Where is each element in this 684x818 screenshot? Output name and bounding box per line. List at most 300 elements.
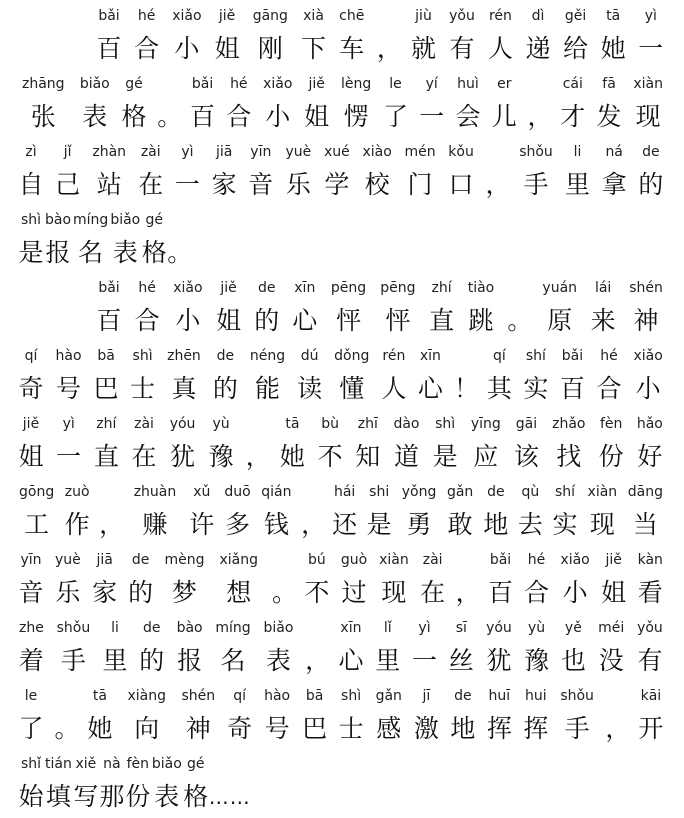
pinyin-syllable: shǒu (56, 620, 91, 636)
hanzi-character: 真 (171, 374, 197, 403)
character-cell (18, 414, 44, 474)
pinyin-syllable: jiě (220, 280, 237, 296)
character-cell (121, 74, 147, 134)
character-cell (252, 6, 289, 66)
text-line (18, 278, 664, 338)
pinyin-syllable: zuò (64, 484, 90, 500)
hanzi-character: 姐 (601, 578, 627, 607)
pinyin-syllable: cái (562, 76, 583, 92)
pinyin-syllable: duō (224, 484, 251, 500)
hanzi-character: 表 (265, 646, 291, 675)
pinyin-syllable: bù (321, 416, 339, 432)
character-cell (96, 278, 122, 338)
pinyin-syllable: zhe (19, 620, 44, 636)
hanzi-character: 工 (24, 510, 50, 539)
character-cell (176, 618, 204, 678)
hanzi-character: 份 (598, 442, 624, 471)
pinyin-syllable: fā (602, 76, 616, 92)
character-cell (18, 482, 55, 542)
hanzi-character: 表 (112, 238, 138, 267)
pinyin-syllable: méi (598, 620, 625, 636)
pinyin-syllable: dú (300, 348, 319, 364)
hanzi-character: 张 (30, 102, 56, 131)
text-line (18, 482, 664, 542)
pinyin-syllable: yù (528, 620, 546, 636)
punctuation-mark: 。 (157, 102, 183, 131)
character-cell (541, 278, 578, 338)
character-cell (21, 74, 66, 134)
pinyin-syllable: shén (629, 280, 663, 296)
pinyin-syllable: shì (435, 416, 456, 432)
hanzi-character: 人 (487, 34, 513, 63)
hanzi-character: 姐 (216, 306, 242, 335)
character-cell (262, 74, 293, 134)
hanzi-character: 奇 (18, 374, 44, 403)
character-cell (262, 618, 294, 678)
pinyin-syllable: pēng (380, 280, 416, 296)
pinyin-syllable: fèn (126, 756, 150, 772)
pinyin-syllable: zài (140, 144, 161, 160)
hanzi-character: 是 (366, 510, 392, 539)
hanzi-character: 心 (417, 374, 443, 403)
hanzi-character: 发 (596, 102, 622, 131)
pinyin-syllable: bào (176, 620, 203, 636)
hanzi-character: 该 (513, 442, 539, 471)
hanzi-character: 乐 (285, 170, 311, 199)
character-cell (134, 278, 160, 338)
pinyin-syllable: gé (125, 76, 143, 92)
character-cell (378, 550, 410, 610)
hanzi-character: 多 (225, 510, 251, 539)
character-cell (151, 754, 183, 814)
character-cell (208, 414, 234, 474)
hanzi-character: 一 (174, 170, 200, 199)
hanzi-character: 犹 (170, 442, 196, 471)
pinyin-syllable: xīn (294, 280, 316, 296)
character-cell (54, 550, 82, 610)
pinyin-syllable: tā (285, 416, 300, 432)
character-cell (587, 482, 619, 542)
pinyin-syllable: de (454, 688, 472, 704)
pinyin-syllable: mén (404, 144, 436, 160)
character-cell (79, 74, 111, 134)
pinyin-syllable: xīn (340, 620, 362, 636)
hanzi-character: 份 (125, 782, 151, 811)
pinyin-syllable: qí (24, 348, 38, 364)
pinyin-syllable: le (24, 688, 38, 704)
character-cell (560, 618, 586, 678)
pinyin-syllable: biǎo (110, 212, 141, 228)
hanzi-character: 会 (455, 102, 481, 131)
pinyin-syllable: yóu (486, 620, 512, 636)
character-cell (486, 686, 512, 746)
pinyin-syllable: huì (457, 76, 479, 92)
hanzi-character: 赚 (142, 510, 168, 539)
pinyin-syllable: xiǎo (560, 552, 590, 568)
character-cell (211, 142, 237, 202)
punctuation-mark: ， (99, 510, 125, 539)
character-cell (455, 74, 481, 134)
pinyin-syllable: gǎn (446, 484, 474, 500)
pinyin-syllable: tián (45, 756, 72, 772)
pinyin-syllable: ná (605, 144, 623, 160)
hanzi-character: 合 (134, 306, 160, 335)
hanzi-character: 音 (248, 170, 274, 199)
hanzi-character: 门 (407, 170, 433, 199)
pinyin-syllable: jiā (96, 552, 113, 568)
pinyin-syllable: jiě (22, 416, 40, 432)
hanzi-character: 开 (638, 714, 664, 743)
character-cell (412, 618, 438, 678)
character-cell (128, 550, 154, 610)
pinyin-syllable: jiù (415, 8, 432, 24)
character-cell (448, 618, 474, 678)
character-cell (375, 686, 403, 746)
pinyin-syllable: guò (340, 552, 368, 568)
pinyin-syllable: shì (20, 212, 42, 228)
hanzi-character: 就 (410, 34, 436, 63)
hanzi-character: 士 (130, 374, 156, 403)
hanzi-character: 才 (560, 102, 586, 131)
character-cell (559, 346, 585, 406)
pinyin-syllable: bǎi (489, 552, 512, 568)
pinyin-syllable: chē (339, 8, 365, 24)
punctuation-mark: 。 (54, 714, 80, 743)
hanzi-character: 还 (332, 510, 358, 539)
hanzi-character: 自 (18, 170, 44, 199)
character-cell (263, 686, 291, 746)
hanzi-character: 作 (64, 510, 90, 539)
character-cell (563, 6, 589, 66)
character-cell (99, 754, 125, 814)
pinyin-syllable: xiǎng (219, 552, 258, 568)
pinyin-syllable: shǒu (560, 688, 594, 704)
character-cell (216, 278, 242, 338)
character-cell (340, 550, 368, 610)
character-cell (419, 74, 445, 134)
character-cell (87, 686, 113, 746)
character-cell (96, 6, 122, 66)
text-line (18, 74, 664, 134)
character-cell (361, 142, 392, 202)
character-cell (450, 686, 476, 746)
text-line (18, 6, 664, 66)
character-cell (483, 482, 509, 542)
hanzi-character: 道 (393, 442, 419, 471)
character-cell (183, 754, 209, 814)
character-cell (446, 482, 474, 542)
character-cell (596, 74, 622, 134)
hanzi-character: 家 (211, 170, 237, 199)
character-cell (214, 618, 251, 678)
hanzi-character: 想 (226, 578, 252, 607)
character-cell (551, 414, 586, 474)
character-cell (517, 482, 543, 542)
hanzi-character: 手 (523, 170, 549, 199)
character-cell (523, 550, 549, 610)
text-line (18, 210, 664, 270)
hanzi-character: 梦 (172, 578, 198, 607)
character-cell (109, 210, 141, 270)
character-cell (333, 346, 370, 406)
hanzi-character: 心 (338, 646, 364, 675)
character-cell (559, 550, 590, 610)
hanzi-character: 里 (375, 646, 401, 675)
punctuation-mark: ， (527, 102, 553, 131)
hanzi-character: 手 (564, 714, 590, 743)
hanzi-character: 神 (633, 306, 659, 335)
hanzi-character: 小 (265, 102, 291, 131)
hanzi-character: 她 (279, 442, 305, 471)
pinyin-syllable: yì (181, 144, 194, 160)
pinyin-syllable: de (257, 280, 276, 296)
hanzi-character: 现 (381, 578, 407, 607)
hanzi-character: 人 (381, 374, 407, 403)
pinyin-syllable: gōng (19, 484, 55, 500)
character-cell (432, 414, 458, 474)
hanzi-character: 知 (355, 442, 381, 471)
hanzi-character: 挥 (486, 714, 512, 743)
hanzi-character: 名 (220, 646, 246, 675)
pinyin-syllable: mèng (164, 552, 205, 568)
character-cell (417, 346, 443, 406)
hanzi-character: 合 (134, 34, 160, 63)
hanzi-character: 车 (339, 34, 365, 63)
character-cell (525, 6, 551, 66)
hanzi-character: 小 (174, 34, 200, 63)
hanzi-character: 去 (517, 510, 543, 539)
pinyin-syllable: xǔ (193, 484, 211, 500)
hanzi-character: 找 (556, 442, 582, 471)
character-cell (552, 482, 578, 542)
punctuation-mark: ， (245, 442, 271, 471)
pinyin-syllable: gǎn (375, 688, 402, 704)
pinyin-syllable: dì (531, 8, 545, 24)
hanzi-character: 的 (128, 578, 154, 607)
character-cell (93, 346, 119, 406)
character-cell (590, 278, 616, 338)
pinyin-syllable: yì (62, 416, 75, 432)
pinyin-syllable: yě (564, 620, 582, 636)
character-cell (141, 210, 167, 270)
pinyin-syllable: jiě (605, 552, 622, 568)
character-cell (403, 142, 436, 202)
character-cell (485, 618, 513, 678)
pinyin-syllable: zhuàn (133, 484, 177, 500)
pinyin-syllable: zài (422, 552, 443, 568)
pinyin-syllable: yí (425, 76, 438, 92)
hanzi-character: 百 (190, 102, 216, 131)
hanzi-character: 直 (429, 306, 455, 335)
pinyin-syllable: jī (422, 688, 431, 704)
text-line (18, 686, 664, 746)
character-cell (597, 618, 625, 678)
pinyin-syllable: hào (55, 348, 82, 364)
pinyin-syllable: shǒu (519, 144, 553, 160)
pinyin-syllable: zì (25, 144, 37, 160)
pinyin-syllable: er (497, 76, 512, 92)
punctuation-mark: ， (455, 578, 481, 607)
character-cell (227, 686, 253, 746)
hanzi-character: 有 (637, 646, 663, 675)
hanzi-character: 过 (341, 578, 367, 607)
character-cell (487, 6, 513, 66)
hanzi-character: 她 (600, 34, 626, 63)
pinyin-syllable: de (143, 620, 161, 636)
hanzi-character: 现 (589, 510, 615, 539)
hanzi-character: 了 (382, 102, 408, 131)
hanzi-character: 刚 (257, 34, 283, 63)
pinyin-syllable: bā (97, 348, 115, 364)
hanzi-character: 感 (376, 714, 402, 743)
character-cell (429, 278, 455, 338)
pinyin-syllable: yǒu (449, 8, 475, 24)
character-cell (214, 6, 240, 66)
hanzi-character: 拿 (601, 170, 627, 199)
character-cell (323, 142, 351, 202)
punctuation-mark: 。 (271, 578, 297, 607)
hanzi-character: 敢 (447, 510, 473, 539)
hanzi-character: 能 (254, 374, 280, 403)
character-cell (411, 6, 437, 66)
character-cell (212, 346, 238, 406)
text-line (18, 414, 664, 474)
hanzi-character: 的 (139, 646, 165, 675)
hanzi-character: 愣 (343, 102, 369, 131)
hanzi-character: 己 (55, 170, 81, 199)
pinyin-syllable: de (131, 552, 150, 568)
character-cell (292, 278, 318, 338)
punctuation-mark: 。 (167, 238, 193, 267)
pinyin-syllable: rén (382, 348, 406, 364)
pinyin-syllable: xiǎo (633, 348, 663, 364)
pinyin-syllable: jiě (308, 76, 325, 92)
pinyin-syllable: zhǎo (552, 416, 586, 432)
character-cell (174, 142, 200, 202)
character-cell (254, 278, 280, 338)
character-cell (226, 74, 252, 134)
pinyin-syllable: de (642, 144, 660, 160)
hanzi-character: 小 (562, 578, 588, 607)
character-cell (304, 550, 330, 610)
character-cell (467, 278, 496, 338)
character-cell (638, 6, 664, 66)
hanzi-character: 一 (419, 102, 445, 131)
character-cell (44, 754, 73, 814)
pinyin-syllable: jiě (218, 8, 236, 24)
character-cell (18, 618, 45, 678)
pinyin-syllable: shǐ (20, 756, 42, 772)
hanzi-character: 在 (131, 442, 157, 471)
pinyin-syllable: hé (527, 552, 546, 568)
character-cell (448, 6, 476, 66)
character-cell (102, 618, 128, 678)
pinyin-syllable: zài (134, 416, 154, 432)
character-cell (248, 142, 274, 202)
character-cell (598, 414, 624, 474)
character-cell (486, 346, 512, 406)
hanzi-character: 是 (432, 442, 458, 471)
pinyin-syllable: zhēn (167, 348, 201, 364)
hanzi-character: 神 (185, 714, 211, 743)
pinyin-syllable: qù (521, 484, 540, 500)
hanzi-character: 手 (60, 646, 86, 675)
hanzi-character: 一 (56, 442, 82, 471)
hanzi-character: 百 (96, 306, 122, 335)
pinyin-syllable: dāng (627, 484, 663, 500)
character-cell (601, 142, 627, 202)
pinyin-syllable: zhí (431, 280, 452, 296)
hanzi-character: 地 (483, 510, 509, 539)
pinyin-syllable: dào (393, 416, 420, 432)
punctuation-mark: ， (376, 34, 402, 63)
hanzi-character: 丝 (448, 646, 474, 675)
pinyin-syllable: sī (455, 620, 467, 636)
hanzi-character: 许 (189, 510, 215, 539)
hanzi-character: 百 (559, 374, 585, 403)
character-cell (632, 74, 664, 134)
character-cell (279, 414, 305, 474)
hanzi-character: 当 (632, 510, 658, 539)
character-cell (366, 482, 392, 542)
character-cell (636, 414, 664, 474)
character-cell (636, 618, 664, 678)
character-cell (638, 142, 664, 202)
hanzi-character: 好 (637, 442, 663, 471)
pinyin-syllable: xiào (362, 144, 392, 160)
character-cell (491, 74, 517, 134)
text-line (18, 346, 664, 406)
character-cell (18, 142, 44, 202)
hanzi-character: 表 (154, 782, 180, 811)
character-cell (355, 414, 381, 474)
pinyin-syllable: fèn (599, 416, 623, 432)
pinyin-syllable: bào (45, 212, 72, 228)
pinyin-syllable: le (389, 76, 402, 92)
hanzi-character: 姐 (304, 102, 330, 131)
hanzi-character: 实 (552, 510, 578, 539)
pinyin-syllable: li (111, 620, 119, 636)
pinyin-syllable: yīn (250, 144, 272, 160)
character-cell (488, 550, 514, 610)
hanzi-character: 名 (78, 238, 104, 267)
pinyin-syllable: bǎi (561, 348, 584, 364)
pinyin-syllable: pēng (330, 280, 367, 296)
character-cell (131, 414, 157, 474)
pinyin-syllable: gé (187, 756, 205, 772)
hanzi-character: 乐 (55, 578, 81, 607)
character-cell (72, 210, 109, 270)
pinyin-syllable: míng (73, 212, 109, 228)
hanzi-character: 怦 (336, 306, 362, 335)
pinyin-syllable: qián (261, 484, 292, 500)
pinyin-syllable: bǎi (98, 280, 120, 296)
pinyin-syllable: tiào (467, 280, 495, 296)
hanzi-character: 在 (420, 578, 446, 607)
pinyin-syllable: yuè (54, 552, 81, 568)
hanzi-character: 填 (45, 782, 71, 811)
hanzi-character: 里 (564, 170, 590, 199)
hanzi-character: 里 (102, 646, 128, 675)
hanzi-character: 递 (525, 34, 551, 63)
character-cell (64, 482, 91, 542)
hanzi-character: 格 (121, 102, 147, 131)
character-cell (18, 550, 44, 610)
punctuation-mark: 。 (507, 306, 533, 335)
character-cell (139, 618, 165, 678)
punctuation-mark: ， (301, 510, 327, 539)
hanzi-character: 豫 (208, 442, 234, 471)
